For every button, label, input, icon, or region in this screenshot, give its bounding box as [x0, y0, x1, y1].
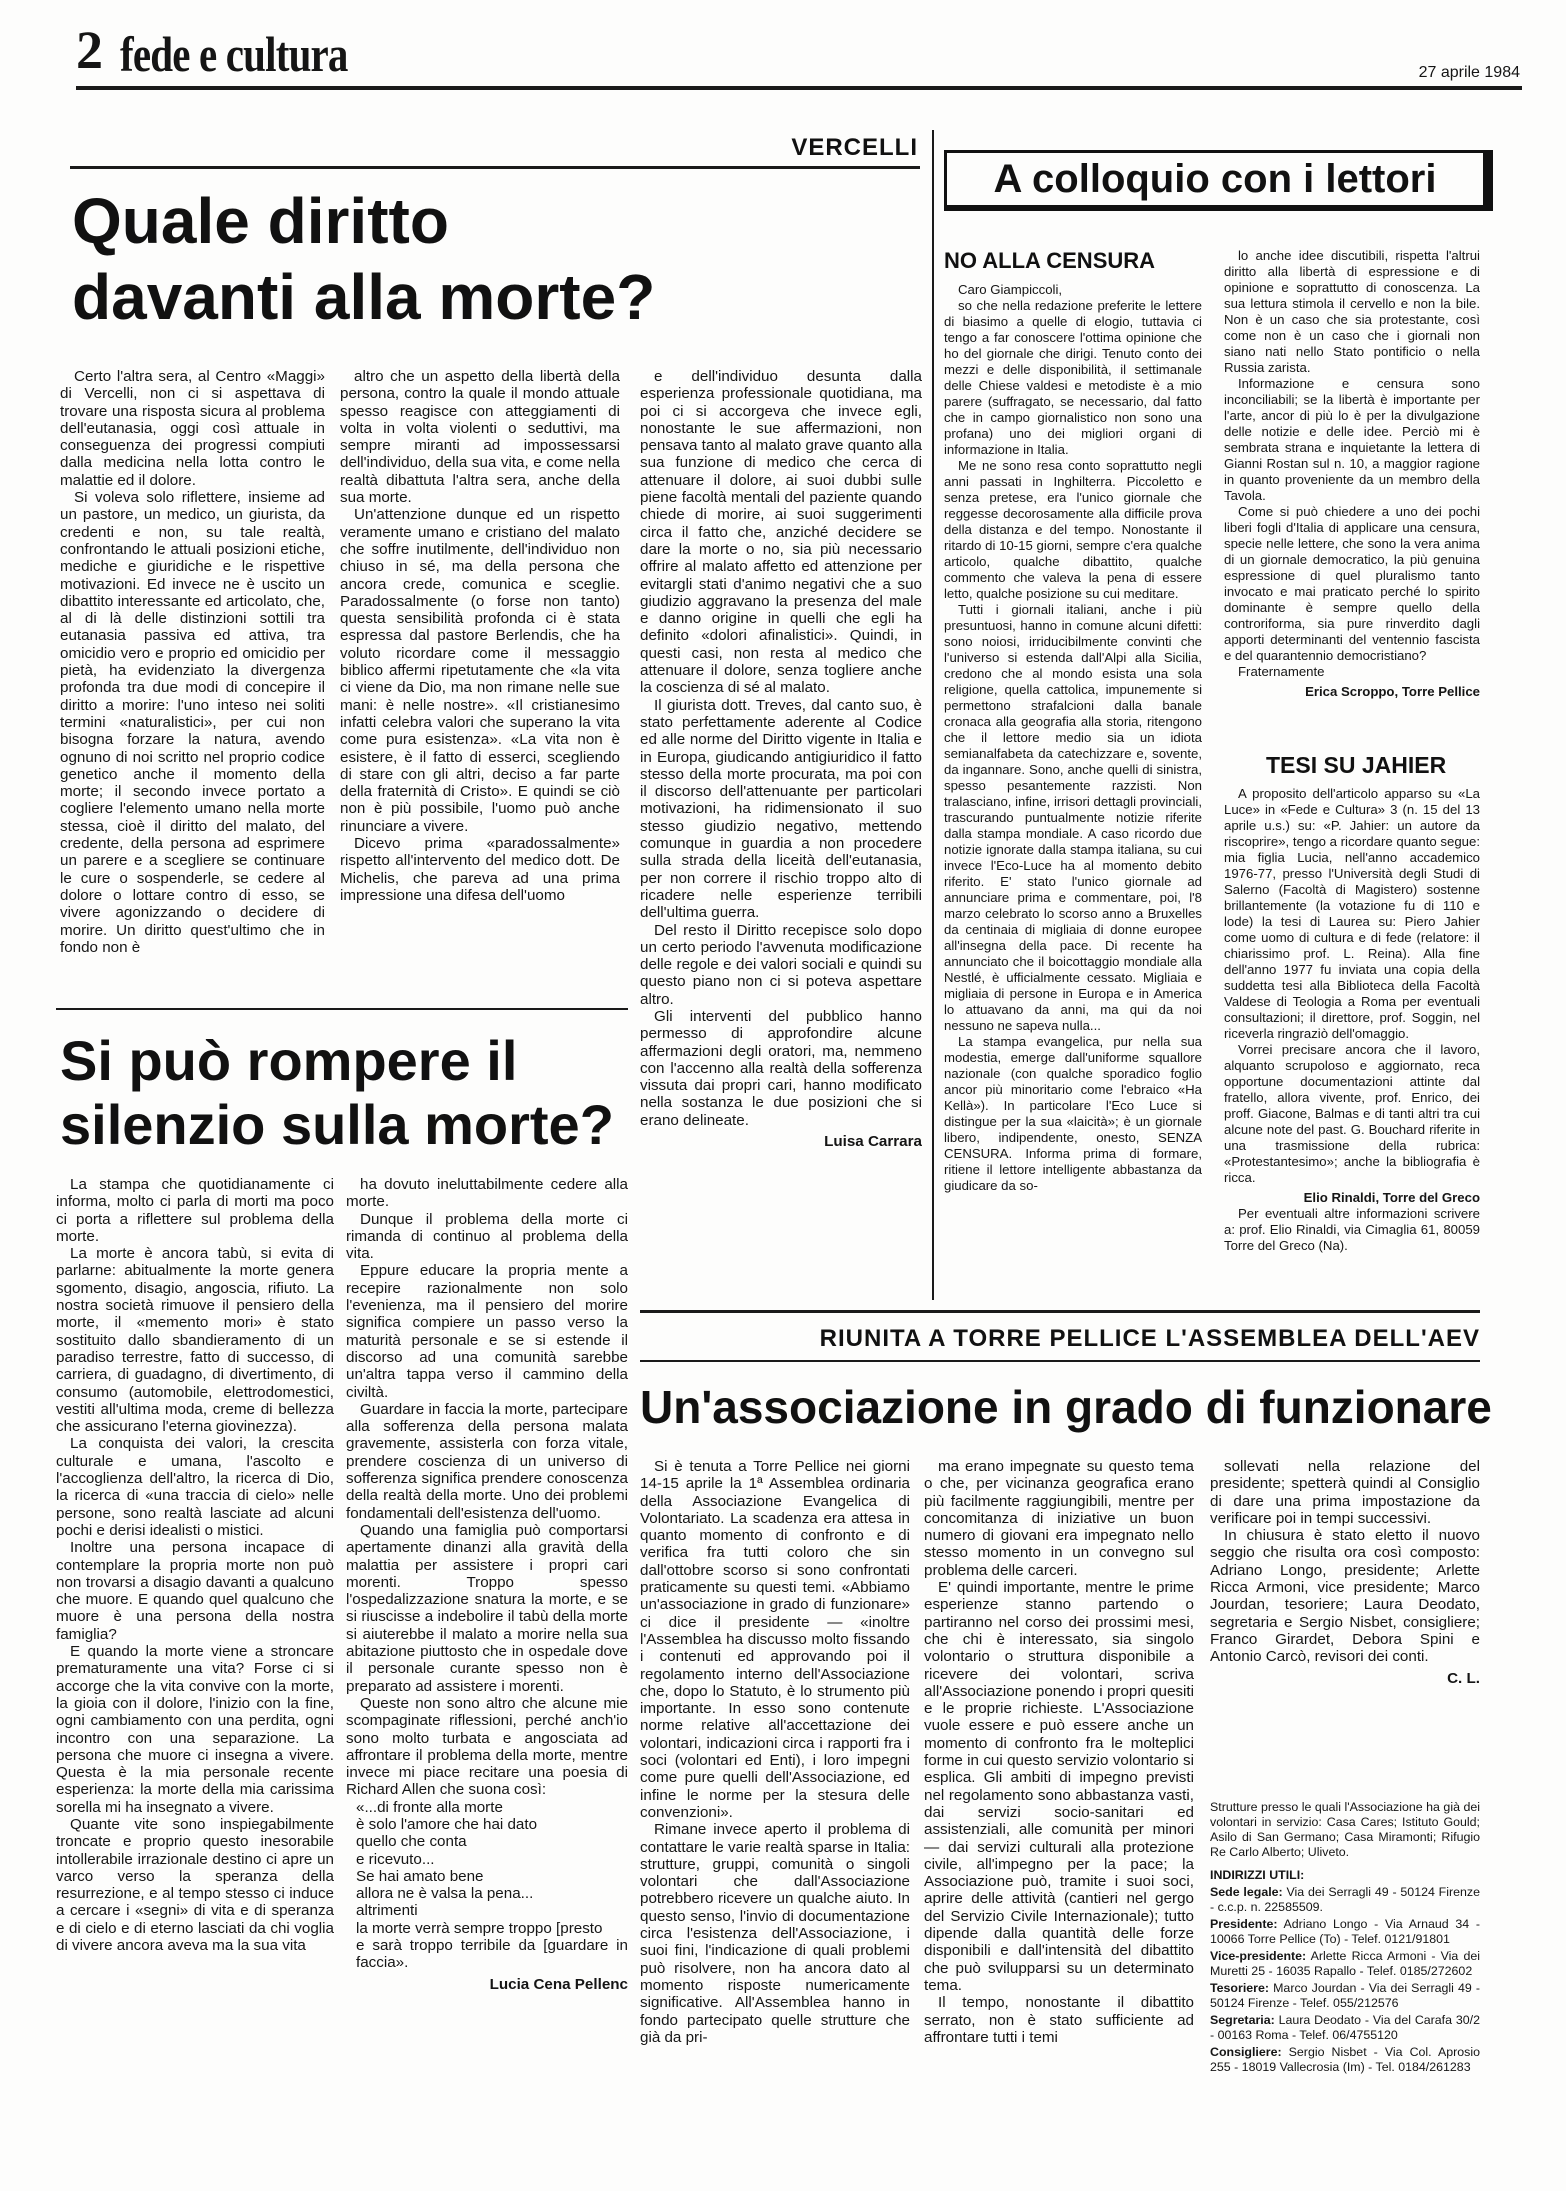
article1-column-1: [60, 368, 325, 1008]
article1-column-2: [340, 368, 620, 1008]
paragraph: Quante vite sono inspiegabilmente troncate e proprio questo inesorabile intollerabile irrazionale destino ci apre un varco verso la speranza della resurrezione, e al tempo stesso ci induce a cercare i «segni» di vita e di speranza e di cielo e di eterno lasciati da chi voglia di vivere ancora aveva ma la sua vita: [56, 1815, 334, 1955]
letter1-title: NO ALLA CENSURA: [944, 248, 1156, 273]
masthead-rule: [76, 86, 1522, 90]
paragraph: Me ne sono resa conto soprattutto negli anni passati in Inghilterra. Piccoletto e senza pretese, era l'unico giornale che reggesse decorosamente alla difficile prova della distanza e del tempo. Nonostante il ritardo di 10-15 giorni, sempre c'era qualche articolo, qualche dibattito, qualche commento che valeva la pena di essere letto, qualche posizione su cui meditare.: [944, 458, 1202, 601]
article3-signature: C. L.: [1447, 1669, 1480, 1687]
address-entry: [1210, 2045, 1480, 2075]
paragraph: Dicevo prima «paradossalmente» rispetto all'intervento del medico dott. De Michelis, che pareva ad una prima impressione una difesa dell'uomo: [340, 835, 620, 904]
article2-top-rule: [56, 1008, 628, 1010]
paragraph: Informazione e censura sono inconciliabili; se la libertà è importante per l'arte, ancor di più lo è per la divulgazione delle notizie e delle idee. Perciò mi è sembrata strana e inquietante la lettera di Gianni Rostan sul n. 10, a maggior ragione in quanto proveniente da un membro della Tavola.: [1224, 376, 1480, 503]
paragraph: Come si può chiedere a uno dei pochi liberi fogli d'Italia di applicare una censura, specie nelle lettere, che sono la vera anima di un giornale democratico, la più genuina espressione di quel pluralismo tanto invocato e mai praticato perché lo spirito dominante è sempre quello della controriforma, sia pure rinverdito dagli apporti determinanti del ventennio fascista e del quarantennio democristiano?: [1224, 504, 1480, 663]
paragraph: e dell'individuo desunta dalla esperienza professionale quotidiana, ma poi ci si accorgeva che invece egli, nonostante le sue affermazioni, non pensava tanto al malato grave quanto alla sua funzione di medico che cerca di attenuare il dolore, ai suoi dubbi sulle piene facoltà mentali del paziente quando chiede di morire, ai suoi suggerimenti circa il fatto che, anziché decidere se dare la morte o no, sia più necessario offrire al malato affetto ed attenzione per evitargli stati d'animo negativi che a suo giudizio aggravano la presenza del male e danno origine in quelli che egli ha definito «dolori afinalistici». Quindi, in questi casi, non resta al medico che attenuare il dolore, senza togliere anche la coscienza di sé al malato.: [640, 368, 922, 697]
addresses-title: [1210, 1868, 1480, 1883]
paragraph: lo anche idee discutibili, rispetta l'altrui diritto alla libertà di espressione e di opinione e soprattutto di conoscenza. La sua lettura stimola il cervello e non la bile. Non è un caso che sia protestante, così come non è un caso che i giornali non siano nati nello Stato pontificio o nella Russia zarista.: [1224, 248, 1480, 375]
poem-line: quello che conta: [356, 1833, 467, 1851]
info-intro: Strutture presso le quali l'Associazione ha già dei volontari in servizio: Casa Cares; Istituto Gould; Asilo di San Germano; Casa Miramonti; Rifugio Re Carlo Alberto; Uliveto.: [1210, 1800, 1480, 1859]
paragraph: so che nella redazione preferite le lettere di biasimo a quelle di elogio, tuttavia ci tengo a far conoscere l'ottima opinione che ho del giornale che dirigi. Tenuto conto dei mezzi e delle disponibilità, il settimanale delle Chiese valdesi e metodiste è a mio parere (suffragato, se necessario, dal fatto che in campo giornalistico non sono una profana) uno dei migliori organi di informazione in Italia.: [944, 298, 1202, 457]
paragraph: Gli interventi del pubblico hanno permesso di approfondire alcune affermazioni degli oratori, ma, nemmeno con l'accenno alla realtà della sofferenza vissuta dai propri cari, hanno modificato nella sostanza le due posizioni che si erano delineate.: [640, 1007, 922, 1129]
paragraph: Un'attenzione dunque ed un rispetto veramente umano e cristiano del malato che soffre inutilmente, dell'individuo non chiuso in sé, ma della persona che ancora crede, comunica e sceglie. Paradossalmente (o forse non tanto) questa sensibilità profonda ci è stata espressa dal pastore Berlendis, che ha voluto ricordare come il messaggio biblico affermi ripetutamente che «la vita ci viene da Dio, ma non rimane nelle sue mani: è nelle nostre». «Il cristianesimo infatti celebra valori che superano la vita come pura esistenza». «La vita non è esistere, è il fatto di esserci, scegliendo di stare con gli altri, deciso a far parte della fraternità di Cristo». E quindi se ciò non è più possibile, l'uomo può anche rinunciare a vivere.: [340, 506, 620, 835]
address-text: Laura Deodato - Via del Carafa 30/2 - 00163 Roma - Telef. 06/4755120: [1210, 2013, 1480, 2042]
article3-column-2: [924, 1458, 1194, 2176]
paragraph: La morte è ancora tabù, si evita di parlarne: abitualmente la morte genera sgomento, disagio, angoscia, rifiuto. La nostra società rimuove il pensiero della morte, il «memento mori» è stato sostituito dallo sbandieramento di un paradiso terrestre, fatto di successo, di carriera, di guadagno, di divertimento, di consumo (automobile, elettrodomestici, vestiti all'ultima moda, creme di bellezza che assicurano l'eterna giovinezza).: [56, 1245, 334, 1436]
paragraph: ma erano impegnate su questo tema o che, per vicinanza geografica erano più facilmente raggiungibili, mentre per concomitanza di iniziative un buon numero di giovani era impegnato nello stesso momento in un convegno sul problema delle carceri.: [924, 1458, 1194, 1579]
paragraph: La conquista dei valori, la crescita culturale e umana, l'ascolto e l'accoglienza dell'altro, la ricerca di Dio, la ricerca di «una traccia di cielo» nelle persone, sono realtà lasciate ad alcuni pochi e derisi idealisti o mistici.: [56, 1435, 334, 1539]
address-label: Presidente:: [1210, 1917, 1278, 1931]
poem-line: «...di fronte alla morte: [356, 1798, 503, 1816]
address-entry: [1210, 1885, 1480, 1915]
article1-column-3: [640, 368, 922, 1298]
letter2-title: TESI SU JAHIER: [1266, 752, 1447, 778]
article2-title-line1: Si può rompere il: [60, 1029, 518, 1092]
paragraph: Caro Giampiccoli,: [958, 282, 1063, 297]
letter1-column-1: [944, 282, 1202, 1292]
article2-signature: Lucia Cena Pellenc: [489, 1975, 628, 1993]
article3-top-rule: [640, 1310, 1480, 1313]
paragraph: altro che un aspetto della libertà della persona, contro la quale il mondo attuale spesso reagisce con atteggiamenti di volta in volta violenti o seduttivi, ma sempre miranti ad impossessarsi dell'individuo, della sua vita, e come nella realtà dibattuta l'altra sera, anche della sua morte.: [340, 368, 620, 507]
address-label: Tesoriere:: [1210, 1981, 1269, 1995]
paragraph: Queste non sono altro che alcune mie scompaginate riflessioni, perché anch'io sono molto turbata e angosciata ad affrontare il problema della morte, mentre invece mi piace recitare una poesia di Richard Allen che suona così:: [346, 1694, 628, 1799]
paragraph: Rimane invece aperto il problema di contattare le varie realtà sparse in Italia: strutture, gruppi, comunità o singoli volontari che dall'Associazione potrebbero ricevere un qualche aiuto. In questo senso, l'invio di documentazione circa l'esistenza dell'Associazione, i suoi fini, l'indicazione di quali problemi può risolvere, non ha ancora dato al momento risposte numericamente significative. All'Assemblea hanno in fondo partecipato quelle strutture che già da pri-: [640, 1821, 910, 2046]
paragraph: Quando una famiglia può comportarsi apertamente dinanzi alla gravità della malattia per assistere i propri cari morenti. Troppo spesso l'ospedalizzazione snatura la morte, e se si riuscisse a indebolire il tabù della morte si aiuterebbe il malato a morire nella sua abitazione piuttosto che in ospedale dove il personale curante spesso non è preparato ad assistere i morenti.: [346, 1521, 628, 1695]
poem-line: Se hai amato bene: [356, 1867, 484, 1885]
article1-kicker: VERCELLI: [791, 134, 918, 161]
article3-kicker-rule: [640, 1360, 1480, 1362]
paragraph: Certo l'altra sera, al Centro «Maggi» di Vercelli, non ci si aspettava di trovare una risposta sicura al problema dell'eutanasia, oggi così attuale in conseguenza dei progressi compiuti dalla medicina nella lotta contro le malattie ed il dolore.: [60, 368, 325, 489]
letter1-column-2: [1224, 248, 1480, 728]
paragraph: Dunque il problema della morte ci rimanda di continuo al problema della vita.: [346, 1210, 628, 1263]
address-text: Via dei Serragli 49 - 50124 Firenze - c.c.p. n. 22585509.: [1210, 1885, 1480, 1914]
article3-column-1: [640, 1458, 910, 2176]
letter2-signature: Elio Rinaldi, Torre del Greco: [1303, 1190, 1480, 1205]
address-text: Sergio Nisbet - Via Col. Aprosio 255 - 18019 Vallecrosia (Im) - Tel. 0184/261283: [1210, 2045, 1480, 2074]
address-label: Consigliere:: [1210, 2045, 1282, 2059]
address-entry: [1210, 1981, 1480, 2011]
article2-column-1: [56, 1176, 334, 2176]
article3-kicker: RIUNITA A TORRE PELLICE L'ASSEMBLEA DELL'AEV: [819, 1325, 1480, 1352]
paragraph: A proposito dell'articolo apparso su «La Luce» in «Fede e Cultura» 3 (n. 15 del 13 aprile u.s.) su: «P. Jahier: un autore da riscoprire», tengo a ricordare quanto segue: mia figlia Lucia, nell'anno accademico 1976-77, presso l'Università degli Studi di Salerno (Facoltà di Magistero) sostenne brillantemente (la votazione fu di 110 e lode) la tesi di Laurea su: Piero Jahier come uomo di cultura e di fede (relatore: il chiarissimo prof. L. Reina). Alla fine dell'anno 1977 fu inviata una copia della suddetta tesi alla Biblioteca della Facoltà Valdese di Teologia a Roma per eventuali consultazioni; il direttore, prof. Soggin, nel riceverla ringraziò dell'omaggio.: [1224, 786, 1480, 1041]
address-label: Segretaria:: [1210, 2013, 1275, 2027]
poem-line: altrimenti: [356, 1902, 418, 1920]
section-name: fede e cultura: [120, 26, 348, 82]
article2-column-2: [346, 1176, 628, 2176]
address-text: Arlette Ricca Armoni - Via dei Muretti 25 - 16035 Rapallo - Telef. 0185/272602: [1210, 1949, 1480, 1978]
article1-title-line2: davanti alla morte?: [72, 261, 656, 333]
issue-date: 27 aprile 1984: [1418, 64, 1520, 81]
addresses-title-text: INDIRIZZI UTILI:: [1210, 1868, 1305, 1882]
paragraph: In chiusura è stato eletto il nuovo seggio che risulta ora così composto: Adriano Longo, presidente; Arlette Ricca Armoni, vice presidente; Marco Jourdan, tesoriere; Laura Deodato, segretaria e Sergio Nisbet, consigliere; Franco Girardet, Debora Spini e Antonio Carcò, revisori dei conti.: [1210, 1527, 1480, 1666]
poem-line: e sarà troppo terribile da [guardare in faccia».: [356, 1937, 628, 1972]
paragraph: Vorrei precisare ancora che il lavoro, alquanto scrupoloso e aggiornato, reca opportune documentazioni attinte dal fratello, allora vivente, prof. Enrico, dei proff. Giacone, Balmas e di tanti altri tra cui alcune note del past. G. Bouchard riferite in una trasmissione della rubrica: «Protestantesimo»; anche la bibliografia è ricca.: [1224, 1042, 1480, 1185]
association-info: [1210, 1800, 1480, 2180]
letters-box-title: A colloquio con i lettori: [993, 157, 1437, 201]
paragraph: Fraternamente: [1238, 664, 1325, 679]
paragraph: sollevati nella relazione del presidente; spetterà quindi al Consiglio di dare una prima impostazione da verificare poi in tempi successivi.: [1210, 1458, 1480, 1527]
page-number: 2: [76, 20, 103, 80]
paragraph: Inoltre una persona incapace di contemplare la propria morte non può non trovarsi a disagio davanti a qualcuno che muore. E quando quel qualcuno che muore è una persona della nostra famiglia?: [56, 1539, 334, 1643]
article1-signature: Luisa Carrara: [824, 1133, 922, 1151]
page-column-divider: [932, 130, 934, 1300]
paragraph: E quando la morte viene a stroncare prematuramente una vita? Forse ci si accorge che la vita convive con la morte, la gioia con il dolore, l'inizio con la fine, ogni cambiamento con una perdita, ogni incontro con una separazione. La persona che muore ci insegna a vivere. Questa è la mia personale recente esperienza: la morte della mia carissima sorella mi ha insegnato a vivere.: [56, 1643, 334, 1816]
paragraph: Eppure educare la propria mente a recepire razionalmente non solo l'evenienza, ma il pensiero del morire significa compiere un passo verso la maturità personale e se si estende il discorso ad una comunità sarebbe un'altra tappa verso il cammino della civiltà.: [346, 1262, 628, 1401]
poem-line: allora ne è valsa la pena...: [356, 1885, 534, 1903]
poem-line: è solo l'amore che hai dato: [356, 1815, 538, 1833]
paragraph: Il giurista dott. Treves, dal canto suo, è stato perfettamente aderente al Codice ed alle norme del Diritto vigente in Italia e in Europa, giudicando antigiuridico il fatto stesso della morte procurata, ma poi con il discorso dell'attenuante per particolari motivazioni, ha ridimensionato il suo stesso giudizio negativo, mettendo comunque in guardia a non procedere sulla strada della liceità dell'eutanasia, per non correre il rischio troppo alto di ricadere nelle esperienze terribili dell'ultima guerra.: [640, 696, 922, 922]
paragraph: Tutti i giornali italiani, anche i più presuntuosi, hanno in comune alcuni difetti: sono noiosi, irriducibilmente convinti che l'universo si estenda dall'Alpi alla Sicilia, credono che al mondo esista una sola religione, quella cattolica, impunemente si permettono strafalcioni dalla banale cronaca alla geografia alla storia, ritengono che il lettore medio sia un idiota semianalfabeta da catechizzare e, sovente, da ingannare. Sono, anche quelli di sinistra, spesso pesantemente razzisti. Non tralasciano, infine, irrisori dettagli provinciali, trascurando puntualmente notizie riferite dalla stampa mondiale. A caso ricordo due notizie ignorate dalla stampa italiana, su cui invece l'Eco-Luce ha al momento debito riferito. E' stato l'unico giornale ad annunciare prima e commentare, poi, l'8 marzo celebrato lo scorso anno a Bruxelles da centinaia di migliaia di donne europee all'insegna della pace. Di recente ha annunciato che il boicottaggio mondiale alla Nestlé, è ufficialmente cessato. Migliaia e migliaia di persone in Europa e in America lo attuavano da anni, ma qui da noi nessuno ne sapeva nulla...: [944, 602, 1202, 1033]
paragraph: Si voleva solo riflettere, insieme ad un pastore, un medico, un giurista, da credenti e non, su tale realtà, confrontando le attuali posizioni etiche, mediche e giuridiche e le rispettive motivazioni. Ed invece ne è uscito un dibattito interessante ed articolato, che, al di là delle distinzioni sottili tra eutanasia passiva ed attiva, tra omicidio vero e proprio ed omicidio per pietà, ha evidenziato la divergenza profonda tra due modi di concepire il diritto a morire: l'uno inteso nei soliti termini «naturalistici», per cui non bisogna forzare la natura, avendo ognuno di noi scritto nel proprio codice genetico anche il momento della morte; il secondo invece portato a cogliere l'elemento umano nella morte stessa, cioè il diritto del malato, del credente, della persona ad esprimere un parere e a scegliere se continuare le cure o sospenderle, se cedere al dolore o lottare contro di esso, se vivere agonizzando o decidere di morire. Un diritto quest'ultimo che in fondo non è: [60, 489, 325, 956]
address-text: Marco Jourdan - Via dei Serragli 49 - 50124 Firenze - Telef. 055/212576: [1210, 1981, 1480, 2010]
paragraph: Del resto il Diritto recepisce solo dopo un certo periodo l'avvenuta modificazione delle regole e dei valori sociali e quindi su questo piano non ci si poteva aspettare altro.: [640, 921, 922, 1008]
poem-line: la morte verrà sempre troppo [presto: [356, 1919, 603, 1937]
letters-box: [944, 150, 1493, 211]
paragraph: Il tempo, nonostante il dibattito serrato, non è stato sufficiente ad affrontare tutti i temi: [924, 1994, 1194, 2046]
paragraph: E' quindi importante, mentre le prime esperienze stanno partendo o partiranno nel corso dei prossimi mesi, che chi è interessato, sia singolo volontario o struttura disponibile a ricevere dei volontari, scriva all'Associazione ponendo i propri quesiti e le proprie richieste. L'Associazione vuole essere e può essere anche un momento di confronto fra le molteplici forme in cui questo servizio volontario si esplica. Gli ambiti di impegno previsti nel regolamento sono abbastanza vasti, dai servizi socio-sanitari ed assistenziali, alle comunità per minori — dai servizi culturali alla protezione civile, all'impegno per la pace; la Associazione può, tramite i suoi soci, aprire delle attività (cantieri nel gergo del Servizio Civile Internazionale); tutto dipende dalla quantità delle forze disponibili e dall'intensità del dibattito che può svilupparsi su un determinato tema.: [924, 1579, 1194, 1994]
poem-line: e ricevuto...: [356, 1850, 435, 1868]
article3-column-3: [1210, 1458, 1480, 1788]
paragraph: La stampa che quotidianamente ci informa, molto ci parla di morti ma poco ci porta a riflettere sul problema della morte.: [56, 1176, 334, 1245]
paragraph: Si è tenuta a Torre Pellice nei giorni 14-15 aprile la 1ª Assemblea ordinaria della Associazione Evangelica di Volontariato. La scadenza era attesa in quanto momento di confronto e di verifica fra tutti coloro che sin dall'ottobre scorso si sono confrontati praticamente su questi temi. «Abbiamo un'associazione in grado di funzionare» ci dice il presidente — «inoltre l'Assemblea ha discusso molto fissando i contenuti ed approvando poi il regolamento interno dell'Associazione che, dopo lo Statuto, è lo strumento più importante. In esso sono contenute norme relative all'accettazione dei volontari, indicazioni circa i rapporti fra i soci (volontari ed Enti), i loro impegni come pure quelli dell'Associazione, ed infine le norme per la stesura delle convenzioni».: [640, 1458, 910, 1821]
article1-title-line1: Quale diritto: [72, 185, 449, 257]
address-text: Adriano Longo - Via Arnaud 34 - 10066 Torre Pellice (To) - Telef. 0121/91801: [1210, 1917, 1480, 1946]
letter1-signature: Erica Scroppo, Torre Pellice: [1305, 684, 1480, 699]
address-entry: [1210, 1917, 1480, 1947]
address-entry: [1210, 2013, 1480, 2043]
article2-title-line2: silenzio sulla morte?: [60, 1093, 614, 1156]
address-entry: [1210, 1949, 1480, 1979]
paragraph: ha dovuto ineluttabilmente cedere alla morte.: [346, 1176, 628, 1211]
paragraph: La stampa evangelica, pur nella sua modestia, emerge dall'uniforme squallore nazionale (con qualche sporadico foglio ancor più minoritario come l'ebraico «Ha Kellà»). In particolare l'Eco Luce si distingue per la sua «laicità»; è un giornale libero, indipendente, onesto, SENZA CENSURA. Informa prima di formare, ritiene il lettore intelligente abbastanza da giudicare da so-: [944, 1034, 1202, 1193]
article3-title: Un'associazione in grado di funzionare: [640, 1381, 1492, 1433]
article1-kicker-rule: [70, 166, 920, 169]
paragraph: Guardare in faccia la morte, partecipare alla sofferenza della persona malata gravemente, assisterla con forza vitale, prendere coscienza di un universo di sofferenza significa prendere conoscenza della realtà della morte. Uno dei problemi fondamentali dell'esistenza dell'uomo.: [346, 1400, 628, 1522]
address-label: Sede legale:: [1210, 1885, 1283, 1899]
address-label: Vice-presidente:: [1210, 1949, 1307, 1963]
letter2-column: [1224, 786, 1480, 1306]
paragraph: Per eventuali altre informazioni scrivere a: prof. Elio Rinaldi, via Cimaglia 61, 80059 Torre del Greco (Na).: [1224, 1206, 1480, 1253]
